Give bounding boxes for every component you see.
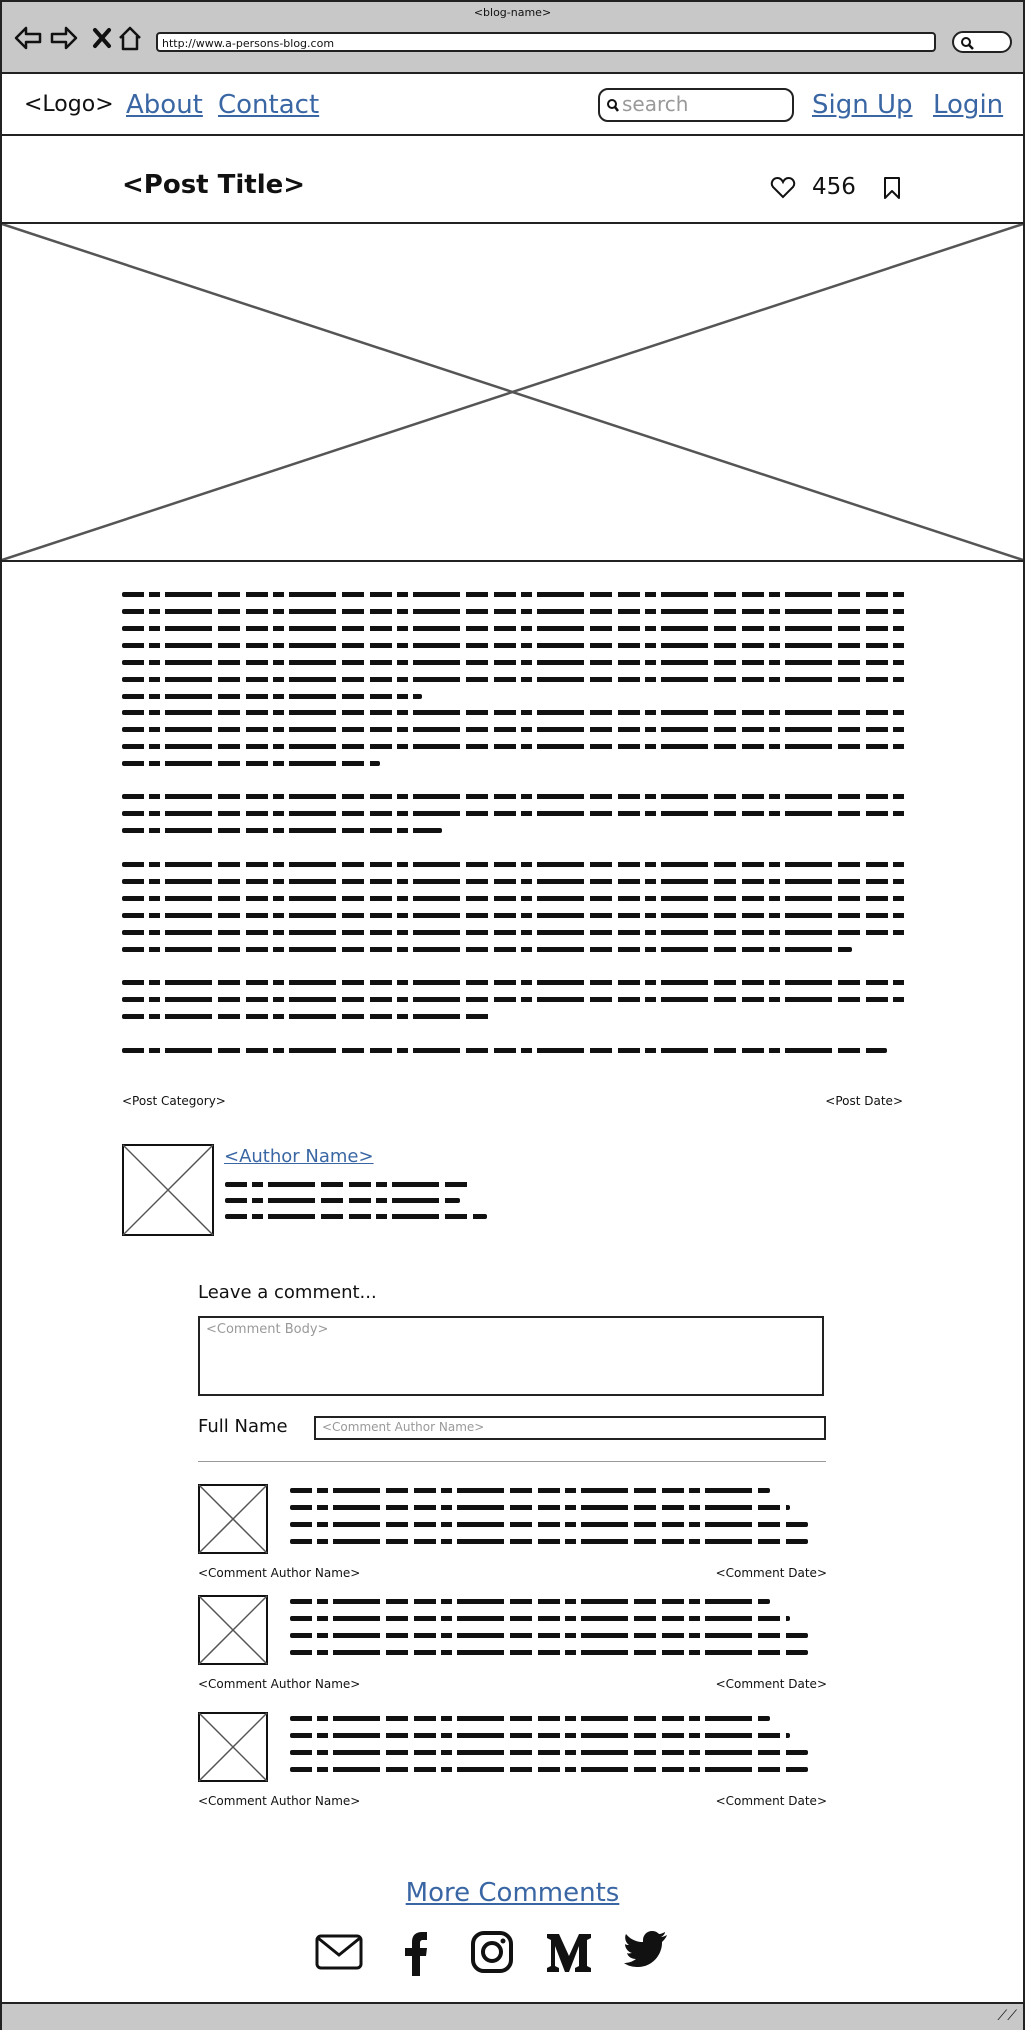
comment-text: [290, 1599, 808, 1667]
more-comments-link[interactable]: More Comments: [405, 1878, 620, 1908]
browser-search-box[interactable]: [952, 31, 1012, 53]
site-header: [2, 74, 1023, 136]
comment-heading: Leave a comment...: [198, 1282, 377, 1303]
comment-date: <Comment Date>: [715, 1677, 827, 1691]
search-icon: [606, 97, 620, 113]
comment-body-input[interactable]: <Comment Body>: [198, 1316, 824, 1396]
back-icon[interactable]: [14, 24, 42, 52]
stop-icon[interactable]: [88, 24, 116, 52]
browser-chrome: [2, 2, 1023, 74]
forward-icon[interactable]: [50, 24, 78, 52]
comment-author-name: <Comment Author Name>: [198, 1566, 361, 1580]
hero-image-placeholder: [2, 224, 1023, 562]
post-paragraph: [122, 794, 907, 845]
author-bio: [225, 1182, 487, 1230]
medium-icon[interactable]: [545, 1930, 593, 1974]
post-paragraph: [122, 862, 907, 964]
comment-author-input[interactable]: <Comment Author Name>: [314, 1416, 826, 1440]
url-bar[interactable]: http://www.a-persons-blog.com: [156, 32, 936, 52]
comment-text: [290, 1488, 808, 1556]
comment-avatar: [198, 1712, 268, 1782]
post-paragraph: [122, 592, 907, 711]
login-link[interactable]: Login: [933, 90, 1004, 120]
twitter-icon[interactable]: [623, 1930, 669, 1970]
mail-icon[interactable]: [315, 1930, 363, 1974]
post-date: <Post Date>: [825, 1094, 903, 1108]
signup-link[interactable]: Sign Up: [812, 90, 913, 120]
search-input[interactable]: [598, 88, 794, 122]
browser-status-bar: [2, 2002, 1023, 2030]
nav-contact-link[interactable]: Contact: [218, 90, 320, 120]
post-paragraph: [122, 980, 907, 1031]
post-paragraph: [122, 710, 907, 778]
comment-text: [290, 1716, 808, 1784]
search-placeholder: search: [622, 92, 689, 116]
like-count: 456: [812, 174, 856, 200]
logo[interactable]: <Logo>: [24, 92, 114, 117]
full-name-label: Full Name: [198, 1416, 288, 1437]
nav-about-link[interactable]: About: [126, 90, 203, 120]
comment-author-name: <Comment Author Name>: [198, 1677, 361, 1691]
comment-avatar: [198, 1595, 268, 1665]
divider: [198, 1461, 826, 1462]
home-icon[interactable]: [116, 24, 144, 52]
post-category[interactable]: <Post Category>: [122, 1094, 226, 1108]
resize-grip-icon[interactable]: ⟋⟋: [997, 2008, 1017, 2024]
heart-icon[interactable]: [770, 176, 796, 200]
facebook-icon[interactable]: [398, 1930, 434, 1976]
author-avatar: [122, 1144, 214, 1236]
comment-author-name: <Comment Author Name>: [198, 1794, 361, 1808]
comment-date: <Comment Date>: [715, 1794, 827, 1808]
post-title: <Post Title>: [122, 170, 306, 200]
post-title-bar: [2, 136, 1023, 224]
comment-avatar: [198, 1484, 268, 1554]
comment-date: <Comment Date>: [715, 1566, 827, 1580]
post-paragraph: [122, 1048, 907, 1065]
instagram-icon[interactable]: [470, 1930, 514, 1974]
search-icon: [960, 36, 974, 50]
author-name-link[interactable]: <Author Name>: [224, 1146, 374, 1167]
bookmark-icon[interactable]: [882, 176, 902, 200]
browser-title: <blog-name>: [473, 6, 552, 19]
